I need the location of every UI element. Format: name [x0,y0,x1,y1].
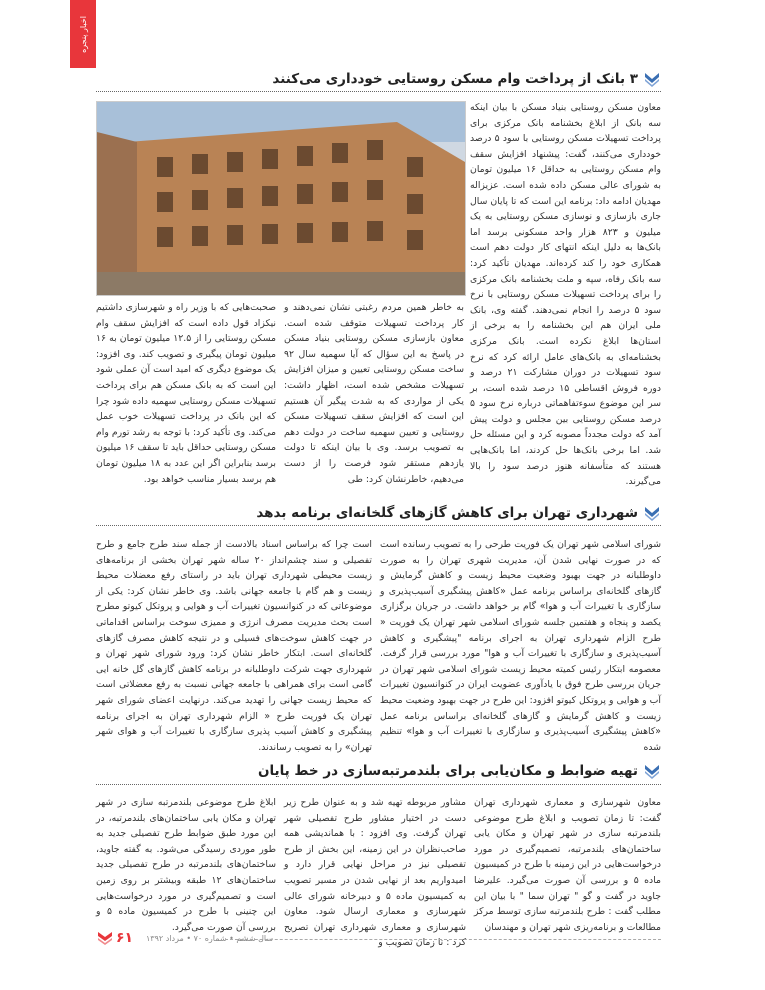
issue-info: سال ششم • شماره ۷۰ • مرداد ۱۳۹۲ [146,934,274,943]
article1-col-right: معاون مسکن روستایی بنیاد مسکن با بیان اینکه سه بانک از ابلاغ بخشنامه بانک مرکزی برای پرداخت تسهیلات مسکن روستایی با سود ۵ درصد خودداری می‌کنند، گفت: پیشنهاد افزایش سقف وام مسکن روستایی به حداقل ۱۶ میلیون تومان به شورای عالی مسکن داده شده است. عزیزاله مهدیان ادامه داد: برنامه این است که تا پایان سال جاری بازسازی و نوسازی مسکن روستایی به یک میلیون و ۸۲۳ هزار واحد مسکونی برسد اما بانک‌ها به دلیل اینکه انتهای کار دولت دهم است همکاری خود را کند کرده‌اند. مهدیان تأکید کرد: سه بانک رفاه، سپه و ملت بخشنامه بانک مرکزی را برای پرداخت تسهیلات مسکن روستایی با نرخ سود ۵ درصد را انجام نمی‌دهند. گفته وی، بانک ملی ایران هم این بخشنامه را به برخی از استان‌ها ابلاغ نکرده است. بانک مرکزی بخشنامه‌ای به بانک‌های عامل ارائه کرد که نرخ سود تسهیلات در دوران مشارکت ۲۱ درصد و دوره فروش اقساطی ۱۵ درصد شده است، بر سر این موضوع سوء‌تفاهماتی درباره نرخ سود ۵ درصد مسکن روستایی بین مجلس و دولت پیش آمد که دولت مجدداً مصوبه کرد و این مسئله حل شد. اما برخی بانک‌ها حل کردند، اما بانک‌هایی هستند که متأسفانه هنوز درصد سود را بالا می‌گیرند. [470,102,662,488]
article3-heading [258,763,660,779]
article1-title: ۳ بانک از پرداخت وام مسکن روستایی خودداری می‌کنند [272,71,638,87]
article2-col-left: است چرا که براساس اسناد بالادست از جمله سند طرح جامع و طرح تفصیلی و سند چشم‌انداز ۲۰ ساله شهر تهران بخشی از برنامه‌های زیست محیطی شهرداری تهران باید در راستای رفع معضلات محیط زیست و هم گام با جامعه جهانی باشد. وی خاطر نشان کرد: یکی از موضوعاتی که در کنوانسیون تغییرات آب و هوایی و پروتکل کیوتو مطرح است بحث مدیریت مصرف انرژی و ممیزی سوخت براساس اقداماتی در جهت کاهش سوخت‌های فسیلی و در نتیجه کاهش مصرف گازهای گلخانه‌ای است. ابتکار خاطر نشان کرد: ورود شورای شهر تهران و شهرداری جهت شرکت داوطلبانه در برنامه کاهش گازهای گل خانه ایی گامی است برای همراهی با جامعه جهانی نسبت به رفع معضلاتی است که محیط زیست جهانی را تهدید می‌کند. درنهایت اعضای شورای شهر تهران یک فوریت طرح « الزام شهرداری تهران به اجرای برنامه پیشگیری و کاهش آسیب پذیری سازگاری با تغییرات آب و هوای شهر تهران» را به تصویب رساندند. [96,539,373,753]
article1-heading [272,71,660,87]
building-photo [96,101,466,296]
article1-col-middle: به خاطر همین مردم رغبتی نشان نمی‌دهند و کار پرداخت تسهیلات متوقف شده است. معاون بازسازی مسکن روستایی بنیاد مسکن در پاسخ به این سؤال که آیا سهمیه سال ۹۲ ساخت مسکن روستایی تعیین و میزان افزایش تسهیلات مشخص شده است، اظهار داشت: یکی از مواردی که به شدت پیگیر آن هستیم این است که افزایش سقف تسهیلات مسکن روستایی و تعیین سهمیه ساخت در دولت دهم به تصویب برسد. وی با بیان اینکه تا دولت یازدهم مستقر شود فرصت را از دست می‌دهیم، خاطرنشان کرد: طی [284,302,464,485]
article1-col-left: صحبت‌هایی که با وزیر راه و شهرسازی داشتیم نیکزاد قول داده است که افزایش سقف وام مسکن روستایی را از ۱۲.۵ میلیون تومان به ۱۶ میلیون تومان پیگیری و تصویب کند. وی افزود: یک موضوع دیگری که امید است آن عملی شود این است که به بانک مسکن هم برای پرداخت تسهیلات مسکن روستایی سهمیه داده شود چرا که این بانک در پرداخت تسهیلات خوب عمل می‌کند. وی تأکید کرد: با توجه به رشد تورم وام مسکن روستایی حداقل باید تا سقف ۱۶ میلیون برسد بنابراین اگر این عدد به ۱۸ میلیون تومان هم برسد بسیار مناسب خواهد بود. [96,302,276,485]
building-image [97,102,465,295]
article3-col-left: ابلاغ طرح موضوعی بلندمرتبه سازی در شهر تهران و مکان یابی ساختمان‌های بلندمرتبه، در این مورد طبق ضوابط طرح تفصیلی جدید به طور موردی رسیدگی می‌شود. به گفته جاوید، ساختمان‌های بلندمرتبه در طرح تفصیلی جدید ساختمان‌های ۱۲ طبقه وبیشتر بر روی زمین است و تصمیم‌گیری در مورد درخواست‌هایی این چنینی با طرح در کمیسیون ماده ۵ و بررسی آن صورت می‌گیرد. [96,797,276,933]
page-number: ۶۱ [116,930,134,946]
article3-col-right: معاون شهرسازی و معماری شهرداری تهران گفت: تا زمان تصویب و ابلاغ طرح موضوعی بلندمرتبه سازی در شهر تهران و مکان یابی ساختمان‌های بلندمرتبه، تصمیم‌گیری در مورد درخواست‌هایی در این زمینه با طرح در کمیسیون ماده ۵ و بررسی آن صورت می‌گیرد. علیرضا جاوید در گفت و گو " تهران سما " با بیان این مطلب گفت : طرح بلندمرتبه سازی توسط مرکز مطالعات و برنامه‌ریزی شهر تهران و مهندسان [474,797,662,933]
chevron-down-icon [644,763,660,779]
article3-title: تهیه ضوابط و مکان‌یابی برای بلندمرتبه‌سازی در خط پایان [257,763,638,779]
section-tab [70,0,96,68]
folio-icon [96,931,114,945]
article2-title: شهرداری تهران برای کاهش گازهای گلخانه‌ای برنامه بدهد [256,505,638,521]
footer-divider [225,939,661,940]
section-tab-label: اخبار پنجره [78,15,88,53]
heading-divider [96,784,661,785]
article3-col-middle: مشاور مربوطه تهیه شد و به عنوان طرح زیر دست در اختیار مشاور طرح تفصیلی شهر تهران گرفت. وی افزود : با هماندیشی همه صاحب‌نظران در این زمینه، این بخش از طرح تفصیلی نیز در مراحل نهایی قرار دارد و امیدواریم بعد از نهایی شدن در مسیر تصویب به کمیسیون ماده ۵ و دبیرخانه شورای عالی شهرسازی و معماری ارسال شود. معاون شهرسازی و معماری شهرداری تهران تصریح کرد : تا زمان تصویب و [284,797,466,949]
heading-divider [96,525,661,526]
article2-heading [256,505,660,521]
chevron-down-icon [644,505,660,521]
chevron-down-icon [644,71,660,87]
heading-divider [96,91,661,92]
article2-col-right: شورای اسلامی شهر تهران یک فوریت طرحی را به تصویب رسانده است که در صورت نهایی شدن آن، مدیریت شهری تهران را به صورت داوطلبانه در جهت بهبود وضعیت محیط زیست و کاهش گرمایش و گازهای گلخانه‌ای براساس برنامه عمل «کاهش پیشگیری آسیب‌پذیری و سازگاری با تغییرات آب و هوا» گام بر خواهد داشت. در جریان برگزاری یکصد و پنجاه و هفتمین جلسه شورای اسلامی شهر تهران یک فوریت « طرح الزام شهرداری تهران به اجرای برنامه "پیشگیری و کاهش آسیب‌پذیری و سازگاری با تغییرات آب و هوا" مورد بررسی قرار گرفت. معصومه ابتکار رئیس کمیته محیط زیست شورای اسلامی شهر تهران در جریان بررسی طرح فوق با یادآوری عضویت ایران در کنوانسیون تغییرات آب و هوایی و پروتکل کیوتو افزود: این طرح در جهت بهبود وضعیت محیط زیست و کاهش گرمایش و گازهای گلخانه‌ای براساس برنامه عمل «کاهش پیشگیری آسیب‌پذیری و سازگاری با تغییرات آب و هوا» تنظیم شده [380,539,661,753]
